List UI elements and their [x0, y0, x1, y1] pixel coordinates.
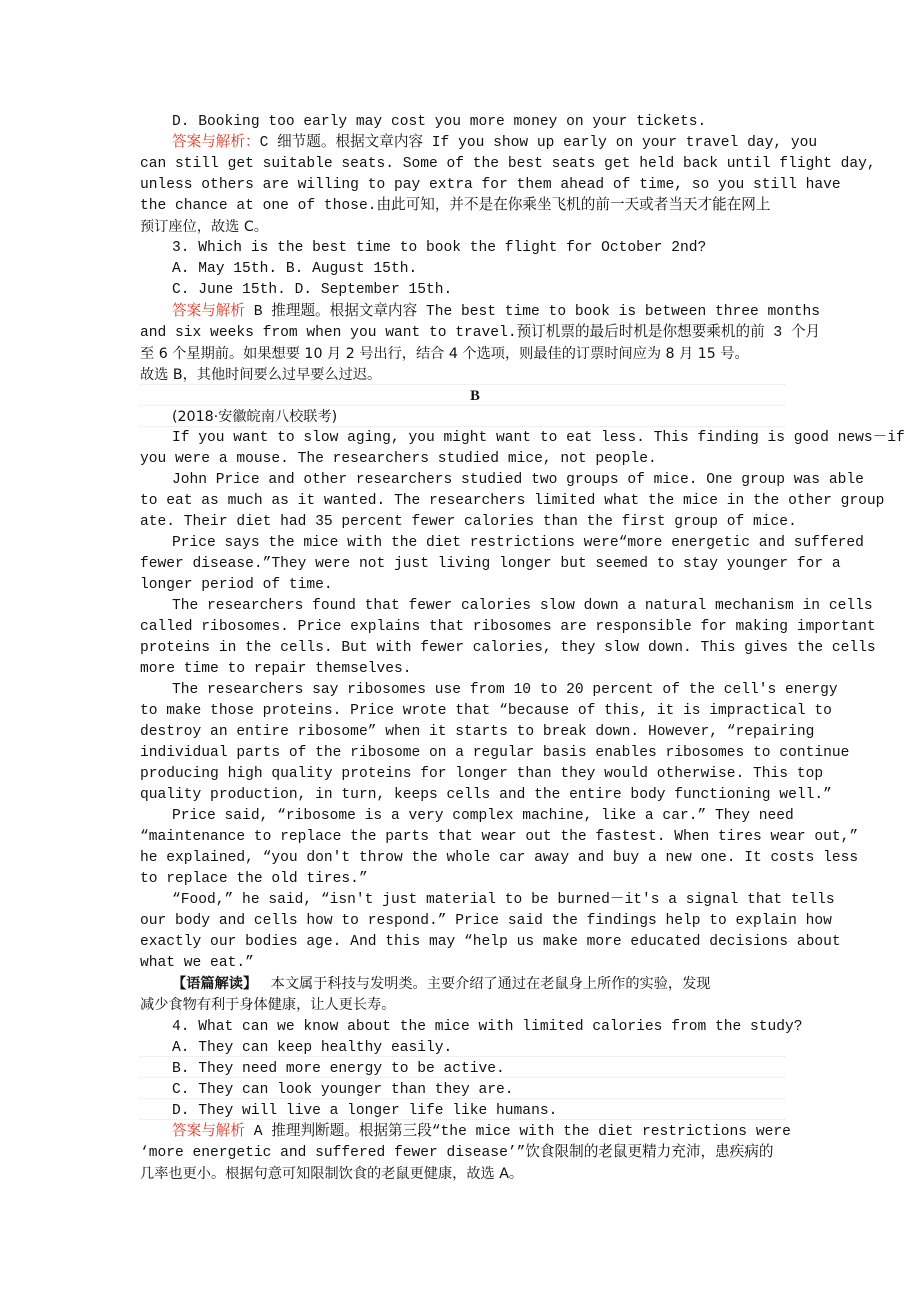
- passage-line: John Price and other researchers studied two groups of mice. One group was able: [172, 472, 864, 488]
- passage-line: producing high quality proteins for longer than they would otherwise. This top: [140, 766, 824, 782]
- section-heading: B: [470, 388, 480, 404]
- passage-line: individual parts of the ribosome on a regular basis enables ribosomes to continue: [140, 745, 850, 761]
- passage-line: to make those proteins. Price wrote that “because of this, it is impractical to: [140, 703, 832, 719]
- answer-3-line: and six weeks from when you want to travel.预订机票的最后时机是你想要乘机的前 3 个月: [140, 325, 821, 341]
- answer-4: 答案与解析 A 推理判断题。根据第三段“the mice with the diet restrictions were: [172, 1124, 791, 1140]
- option-d: D. Booking too early may cost you more money on your tickets.: [172, 114, 707, 130]
- answer-4-line: 几率也更小。根据句意可知限制饮食的老鼠更健康，故选 A。: [140, 1166, 524, 1182]
- summary-line: 减少食物有利于身体健康，让人更长寿。: [140, 997, 396, 1013]
- answer-2-line: unless others are willing to pay extra for them ahead of time, so you still have: [140, 177, 841, 193]
- answer-2-line: can still get suitable seats. Some of the best seats get held back until flight day,: [140, 156, 876, 172]
- dotted-rule: [140, 405, 785, 406]
- dotted-rule: [140, 384, 785, 385]
- answer-label: 答案与解析: [172, 1124, 245, 1140]
- passage-line: to replace the old tires.”: [140, 871, 368, 887]
- passage-line: to eat as much as it wanted. The researchers limited what the mice in the other group: [140, 493, 885, 509]
- answer-4-line: ‘more energetic and suffered fewer disease’”饮食限制的老鼠更精力充沛，患疾病的: [140, 1145, 774, 1161]
- passage-line: longer period of time.: [140, 577, 333, 593]
- dotted-rule: [140, 1119, 785, 1120]
- answer-2-line: 预订座位，故选 C。: [140, 219, 268, 235]
- answer-label: 答案与解析: [172, 304, 245, 320]
- passage-summary: 【语篇解读】 本文属于科技与发明类。主要介绍了通过在老鼠身上所作的实验，发现: [172, 976, 711, 992]
- answer-3-line: 故选 B，其他时间要么过早要么过迟。: [140, 367, 382, 383]
- passage-line: quality production, in turn, keeps cells and the entire body functioning well.”: [140, 787, 832, 803]
- passage-line: more time to repair themselves.: [140, 661, 412, 677]
- passage-line: destroy an entire ribosome” when it starts to break down. However, “repairing: [140, 724, 815, 740]
- answer-2-line: the chance at one of those.由此可知，并不是在你乘坐飞机的前一天或者当天才能在网上: [140, 198, 771, 214]
- source-label: (2018·安徽皖南八校联考): [172, 409, 338, 425]
- dotted-rule: [140, 1098, 785, 1099]
- question-3: 3. Which is the best time to book the flight for October 2nd?: [172, 240, 707, 256]
- answer-3-line: 至 6 个星期前。如果想要 10 月 2 号出行，结合 4 个选项，则最佳的订票时间应为 8 月 15 号。: [140, 346, 749, 362]
- passage-line: The researchers say ribosomes use from 10 to 20 percent of the cell's energy: [172, 682, 838, 698]
- options-ab: A. May 15th. B. August 15th.: [172, 261, 418, 277]
- dotted-rule: [140, 1056, 785, 1057]
- passage-line: “Food,” he said, “isn't just material to be burned－it's a signal that tells: [172, 892, 835, 908]
- passage-line: fewer disease.”They were not just living longer but seemed to stay younger for a: [140, 556, 841, 572]
- answer-label: 答案与解析：: [172, 135, 260, 151]
- passage-line: what we eat.”: [140, 955, 254, 971]
- dotted-rule: [140, 1077, 785, 1078]
- passage-line: Price says the mice with the diet restrictions were“more energetic and suffered: [172, 535, 864, 551]
- passage-line: you were a mouse. The researchers studied mice, not people.: [140, 451, 657, 467]
- option-b: B. They need more energy to be active.: [172, 1061, 505, 1077]
- passage-line: proteins in the cells. But with fewer calories, they slow down. This gives the cells: [140, 640, 876, 656]
- passage-line: Price said, “ribosome is a very complex machine, like a car.” They need: [172, 808, 794, 824]
- answer-2: 答案与解析：C 细节题。根据文章内容 If you show up early on your travel day, you: [172, 135, 818, 151]
- passage-line: If you want to slow aging, you might want to eat less. This finding is good news－if: [172, 430, 905, 446]
- passage-line: he explained, “you don't throw the whole car away and buy a new one. It costs less: [140, 850, 859, 866]
- options-cd: C. June 15th. D. September 15th.: [172, 282, 453, 298]
- dotted-rule: [140, 426, 785, 427]
- passage-line: “maintenance to replace the parts that wear out the fastest. When tires wear out,”: [140, 829, 859, 845]
- passage-line: The researchers found that fewer calories slow down a natural mechanism in cells: [172, 598, 873, 614]
- option-d: D. They will live a longer life like humans.: [172, 1103, 558, 1119]
- passage-line: ate. Their diet had 35 percent fewer calories than the first group of mice.: [140, 514, 797, 530]
- answer-3: 答案与解析 B 推理题。根据文章内容 The best time to book is between three months: [172, 304, 821, 320]
- summary-label: 【语篇解读】: [172, 976, 258, 992]
- passage-line: called ribosomes. Price explains that ribosomes are responsible for making important: [140, 619, 876, 635]
- option-c: C. They can look younger than they are.: [172, 1082, 514, 1098]
- passage-line: our body and cells how to respond.” Price said the findings help to explain how: [140, 913, 832, 929]
- passage-line: exactly our bodies age. And this may “help us make more educated decisions about: [140, 934, 841, 950]
- question-4: 4. What can we know about the mice with limited calories from the study?: [172, 1019, 803, 1035]
- option-a: A. They can keep healthy easily.: [172, 1040, 453, 1056]
